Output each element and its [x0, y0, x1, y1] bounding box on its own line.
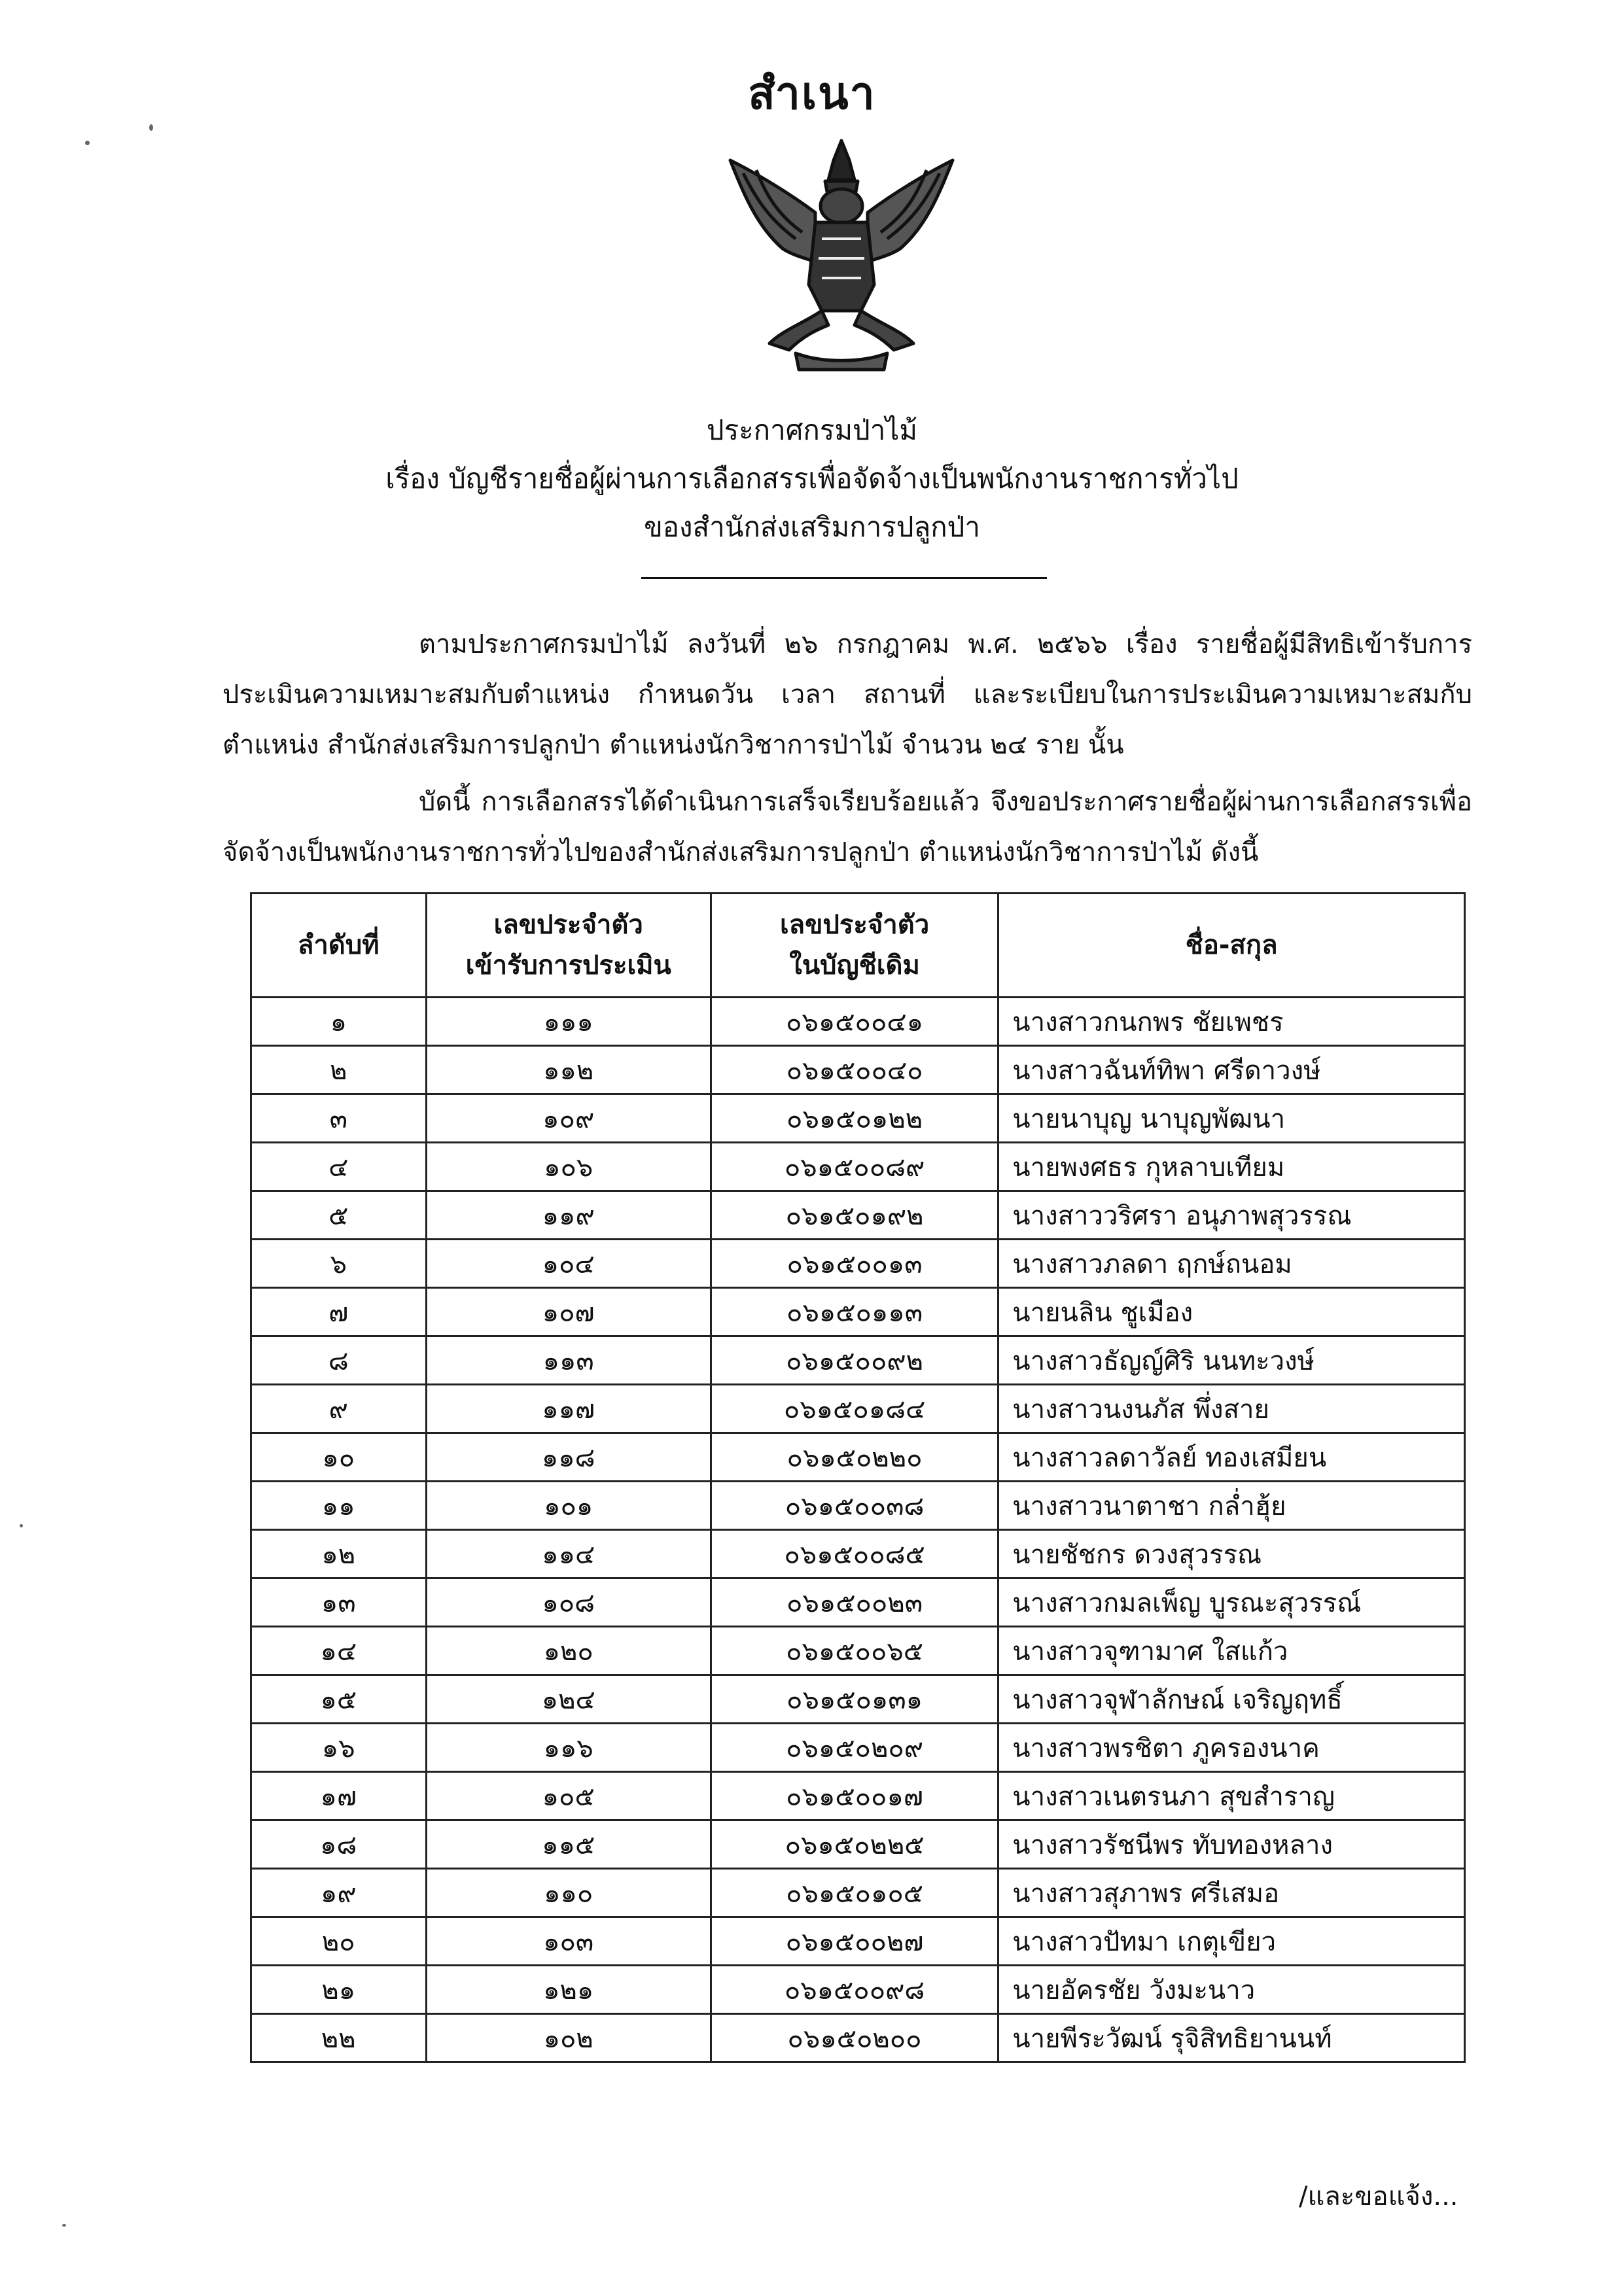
cell-original-list-id: ๐๖๑๕๐๒๒๐ [711, 1433, 998, 1482]
table-row [251, 1627, 1465, 1675]
cell-full-name: นายพีระวัฒน์ รุจิสิทธิยานนท์ [998, 2014, 1465, 2062]
table-row [251, 1820, 1465, 1869]
cell-assessment-id: ๑๐๙ [426, 1094, 711, 1143]
cell-full-name: นางสาวสุภาพร ศรีเสมอ [998, 1869, 1465, 1917]
cell-full-name: นางสาวจุฑามาศ ใสแก้ว [998, 1627, 1465, 1675]
cell-sequence-no: ๑๙ [251, 1869, 427, 1917]
announcement-subject: เรื่อง บัญชีรายชื่อผู้ผ่านการเลือกสรรเพื่อจัดจ้างเป็นพนักงานราชการทั่วไป [385, 462, 1239, 495]
table-row [251, 1385, 1465, 1433]
cell-assessment-id: ๑๑๕ [426, 1820, 711, 1869]
cell-assessment-id: ๑๑๘ [426, 1433, 711, 1482]
cell-original-list-id: ๐๖๑๕๐๒๐๐ [711, 2014, 998, 2062]
cell-sequence-no: ๒๑ [251, 1966, 427, 2014]
cell-full-name: นายอัครชัย วังมะนาว [998, 1966, 1465, 2014]
cell-original-list-id: ๐๖๑๕๐๑๐๕ [711, 1869, 998, 1917]
cell-assessment-id: ๑๒๔ [426, 1675, 711, 1724]
cell-sequence-no: ๙ [251, 1385, 427, 1433]
cell-assessment-id: ๑๒๐ [426, 1627, 711, 1675]
cell-assessment-id: ๑๑๖ [426, 1724, 711, 1772]
cell-full-name: นางสาวนงนภัส พึ่งสาย [998, 1385, 1465, 1433]
cell-full-name: นางสาวนาตาชา กล่ำฮุ้ย [998, 1482, 1465, 1530]
cell-full-name: นายนาบุญ นาบุญพัฒนา [998, 1094, 1465, 1143]
cell-sequence-no: ๓ [251, 1094, 427, 1143]
cell-sequence-no: ๑ [251, 998, 427, 1046]
table-row [251, 1724, 1465, 1772]
cell-sequence-no: ๑๐ [251, 1433, 427, 1482]
paragraph-announcement-text: บัดนี้ การเลือกสรรได้ดำเนินการเสร็จเรียบร้อยแล้ว จึงขอประกาศรายชื่อผู้ผ่านการเลือกสรรเพื่อจัดจ้างเป็นพนักงานราชการทั่วไปของสำนักส่งเสริมการปลูกป่า ตำแหน่งนักวิชาการป่าไม้ ดังนี้ [222, 787, 1472, 867]
cell-original-list-id: ๐๖๑๕๐๐๒๗ [711, 1917, 998, 1966]
cell-sequence-no: ๑๖ [251, 1724, 427, 1772]
cell-assessment-id: ๑๐๘ [426, 1578, 711, 1627]
cell-assessment-id: ๑๐๒ [426, 2014, 711, 2062]
cell-full-name: นายนลิน ชูเมือง [998, 1288, 1465, 1336]
cell-sequence-no: ๑๓ [251, 1578, 427, 1627]
cell-full-name: นายพงศธร กุหลาบเทียม [998, 1143, 1465, 1191]
cell-sequence-no: ๒ [251, 1046, 427, 1094]
cell-full-name: นายชัชกร ดวงสุวรรณ [998, 1530, 1465, 1578]
cell-full-name: นางสาวปัทมา เกตุเขียว [998, 1917, 1465, 1966]
cell-sequence-no: ๒๐ [251, 1917, 427, 1966]
cell-original-list-id: ๐๖๑๕๐๐๔๐ [711, 1046, 998, 1094]
cell-assessment-id: ๑๑๙ [426, 1191, 711, 1240]
table-row [251, 1094, 1465, 1143]
cell-full-name: นางสาวธัญญ์ศิริ นนทะวงษ์ [998, 1336, 1465, 1385]
cell-assessment-id: ๑๑๐ [426, 1869, 711, 1917]
table-header-row [251, 894, 1465, 998]
header-sequence-no: ลำดับที่ [251, 894, 427, 998]
cell-full-name: นางสาวกมลเพ็ญ บูรณะสุวรรณ์ [998, 1578, 1465, 1627]
table-row [251, 1046, 1465, 1094]
cell-assessment-id: ๑๑๒ [426, 1046, 711, 1094]
cell-full-name: นางสาวลดาวัลย์ ทองเสมียน [998, 1433, 1465, 1482]
cell-original-list-id: ๐๖๑๕๐๒๐๙ [711, 1724, 998, 1772]
cell-assessment-id: ๑๑๑ [426, 998, 711, 1046]
cell-original-list-id: ๐๖๑๕๐๑๓๑ [711, 1675, 998, 1724]
table-row [251, 1578, 1465, 1627]
table-row [251, 1240, 1465, 1288]
table-row [251, 2014, 1465, 2062]
cell-original-list-id: ๐๖๑๕๐๐๔๑ [711, 998, 998, 1046]
table-row [251, 1869, 1465, 1917]
cell-assessment-id: ๑๑๗ [426, 1385, 711, 1433]
cell-sequence-no: ๘ [251, 1336, 427, 1385]
continued-next-page: /และขอแจ้ง... [1299, 2182, 1458, 2212]
table-body [251, 998, 1465, 2062]
cell-original-list-id: ๐๖๑๕๐๐๘๕ [711, 1530, 998, 1578]
table-row [251, 1966, 1465, 2014]
cell-original-list-id: ๐๖๑๕๐๐๖๕ [711, 1627, 998, 1675]
table-row [251, 1530, 1465, 1578]
passed-candidates-table [250, 892, 1466, 2063]
cell-sequence-no: ๑๕ [251, 1675, 427, 1724]
cell-full-name: นางสาวพรชิตา ภูครองนาค [998, 1724, 1465, 1772]
header-full-name: ชื่อ-สกุล [998, 894, 1465, 998]
copy-stamp-title: สำเนา [748, 68, 876, 120]
heading-divider [641, 577, 1047, 579]
cell-full-name: นางสาวจุฬาลักษณ์ เจริญฤทธิ์ [998, 1675, 1465, 1724]
cell-sequence-no: ๒๒ [251, 2014, 427, 2062]
table-row [251, 1336, 1465, 1385]
cell-original-list-id: ๐๖๑๕๐๐๓๘ [711, 1482, 998, 1530]
cell-assessment-id: ๑๐๖ [426, 1143, 711, 1191]
cell-original-list-id: ๐๖๑๕๐๐๑๗ [711, 1772, 998, 1820]
cell-assessment-id: ๑๐๗ [426, 1288, 711, 1336]
cell-original-list-id: ๐๖๑๕๐๒๒๕ [711, 1820, 998, 1869]
cell-original-list-id: ๐๖๑๕๐๑๘๔ [711, 1385, 998, 1433]
cell-full-name: นางสาวรัชนีพร ทับทองหลาง [998, 1820, 1465, 1869]
cell-assessment-id: ๑๑๔ [426, 1530, 711, 1578]
cell-sequence-no: ๖ [251, 1240, 427, 1288]
table-row [251, 1191, 1465, 1240]
cell-full-name: นางสาวภลดา ฤกษ์ถนอม [998, 1240, 1465, 1288]
paragraph-announcement [222, 777, 1472, 878]
cell-assessment-id: ๑๐๕ [426, 1772, 711, 1820]
cell-original-list-id: ๐๖๑๕๐๑๑๓ [711, 1288, 998, 1336]
table-row [251, 1288, 1465, 1336]
announcement-issuer: ประกาศกรมป่าไม้ [706, 414, 918, 446]
cell-assessment-id: ๑๒๑ [426, 1966, 711, 2014]
table-row [251, 1143, 1465, 1191]
cell-sequence-no: ๔ [251, 1143, 427, 1191]
table-row [251, 998, 1465, 1046]
cell-sequence-no: ๑๔ [251, 1627, 427, 1675]
table-row [251, 1482, 1465, 1530]
cell-original-list-id: ๐๖๑๕๐๑๙๒ [711, 1191, 998, 1240]
cell-sequence-no: ๑๘ [251, 1820, 427, 1869]
cell-assessment-id: ๑๐๑ [426, 1482, 711, 1530]
cell-sequence-no: ๑๗ [251, 1772, 427, 1820]
cell-full-name: นางสาวกนกพร ชัยเพชร [998, 998, 1465, 1046]
cell-sequence-no: ๗ [251, 1288, 427, 1336]
cell-full-name: นางสาวเนตรนภา สุขสำราญ [998, 1772, 1465, 1820]
announcement-unit: ของสำนักส่งเสริมการปลูกป่า [644, 511, 980, 543]
header-original-list-id: เลขประจำตัว ในบัญชีเดิม [711, 894, 998, 998]
paragraph-reference-text: ตามประกาศกรมป่าไม้ ลงวันที่ ๒๖ กรกฎาคม พ.ศ. ๒๕๖๖ เรื่อง รายชื่อผู้มีสิทธิเข้ารับการประเมินความเหมาะสมกับตำแหน่ง กำหนดวัน เวลา สถานที่ และระเบียบในการประเมินความเหมาะสมกับตำแหน่ง สำนักส่งเสริมการปลูกป่า ตำแหน่งนักวิชาการป่าไม้ จำนวน ๒๔ ราย นั้น [222, 629, 1472, 760]
cell-assessment-id: ๑๐๔ [426, 1240, 711, 1288]
cell-original-list-id: ๐๖๑๕๐๐๙๘ [711, 1966, 998, 2014]
cell-original-list-id: ๐๖๑๕๐๐๒๓ [711, 1578, 998, 1627]
table-row [251, 1675, 1465, 1724]
cell-sequence-no: ๑๒ [251, 1530, 427, 1578]
cell-full-name: นางสาวฉันท์ทิพา ศรีดาวงษ์ [998, 1046, 1465, 1094]
header-assessment-id: เลขประจำตัว เข้ารับการประเมิน [426, 894, 711, 998]
paragraph-reference [222, 619, 1472, 771]
garuda-emblem-icon [717, 134, 966, 376]
cell-sequence-no: ๑๑ [251, 1482, 427, 1530]
cell-original-list-id: ๐๖๑๕๐๐๘๙ [711, 1143, 998, 1191]
table-row [251, 1433, 1465, 1482]
cell-assessment-id: ๑๑๓ [426, 1336, 711, 1385]
table-row [251, 1772, 1465, 1820]
cell-assessment-id: ๑๐๓ [426, 1917, 711, 1966]
cell-sequence-no: ๕ [251, 1191, 427, 1240]
cell-original-list-id: ๐๖๑๕๐๐๙๒ [711, 1336, 998, 1385]
cell-full-name: นางสาววริศรา อนุภาพสุวรรณ [998, 1191, 1465, 1240]
cell-original-list-id: ๐๖๑๕๐๑๒๒ [711, 1094, 998, 1143]
table-row [251, 1917, 1465, 1966]
cell-original-list-id: ๐๖๑๕๐๐๑๓ [711, 1240, 998, 1288]
